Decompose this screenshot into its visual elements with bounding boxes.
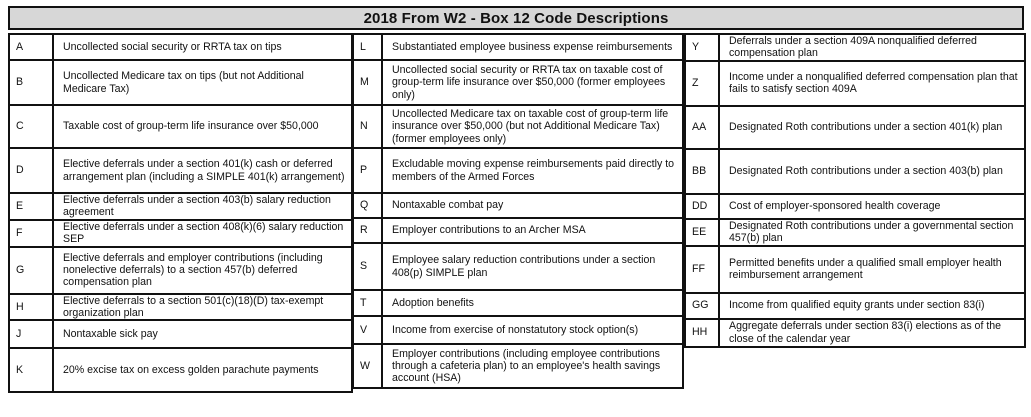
- code-row: [9, 60, 352, 105]
- code-description-cell: [382, 193, 683, 218]
- code-description-cell: [719, 246, 1025, 293]
- code-description: Income from qualified equity grants under section 83(i): [729, 299, 985, 312]
- code-description: Nontaxable sick pay: [63, 328, 158, 341]
- code-description: Income from exercise of nonstatutory stock option(s): [392, 323, 639, 336]
- code-letter: T: [353, 290, 382, 316]
- code-description: Uncollected social security or RRTA tax on taxable cost of group-term life insurance over $50,000 (former employees only): [392, 64, 666, 101]
- code-row: [353, 193, 683, 218]
- code-description: Elective deferrals to a section 501(c)(18)(D) tax-exempt organization plan: [63, 294, 324, 320]
- code-description: Employee salary reduction contributions under a section 408(p) SIMPLE plan: [392, 254, 656, 279]
- code-description: Cost of employer-sponsored health coverage: [729, 200, 941, 213]
- code-description-cell: [53, 348, 352, 392]
- code-row: [685, 246, 1025, 293]
- code-description: Designated Roth contributions under a governmental section 457(b) plan: [729, 219, 1014, 245]
- code-description: Permitted benefits under a qualified small employer health reimbursement arrangement: [729, 256, 1002, 282]
- code-letter: GG: [685, 293, 719, 319]
- code-description-cell: [382, 243, 683, 290]
- code-description-cell: [382, 316, 683, 344]
- code-description-cell: [719, 106, 1025, 149]
- code-row: [353, 290, 683, 316]
- code-description-cell: [53, 294, 352, 321]
- code-description: Deferrals under a section 409A nonqualified deferred compensation plan: [729, 35, 977, 60]
- code-letter: A: [9, 34, 53, 60]
- code-letter: E: [9, 193, 53, 220]
- code-letter: M: [353, 60, 382, 105]
- code-row: [9, 220, 352, 247]
- code-description: Elective deferrals and employer contributions (including nonelective deferrals) to a section 457(b) deferred compensation plan: [63, 251, 323, 289]
- code-description-cell: [382, 34, 683, 60]
- code-row: [353, 60, 683, 105]
- code-letter: J: [9, 320, 53, 348]
- code-row: [9, 148, 352, 193]
- code-row: [685, 34, 1025, 61]
- code-letter: EE: [685, 219, 719, 246]
- code-description-cell: [719, 34, 1025, 61]
- code-letter: S: [353, 243, 382, 290]
- code-row: [9, 320, 352, 348]
- code-row: [353, 316, 683, 344]
- code-description: Elective deferrals under a section 408(k)(6) salary reduction SEP: [63, 220, 344, 246]
- title-bar: [8, 6, 1024, 30]
- code-letter: N: [353, 105, 382, 148]
- code-description-cell: [53, 220, 352, 247]
- code-description-cell: [382, 290, 683, 316]
- code-row: [685, 219, 1025, 246]
- code-letter: K: [9, 348, 53, 392]
- code-description-cell: [382, 105, 683, 148]
- code-description: Excludable moving expense reimbursements paid directly to members of the Armed Forces: [392, 158, 675, 183]
- code-description-cell: [719, 219, 1025, 246]
- code-description-cell: [53, 105, 352, 148]
- code-description-cell: [382, 218, 683, 243]
- code-row: [353, 148, 683, 193]
- code-row: [353, 105, 683, 148]
- code-row: [9, 105, 352, 148]
- code-letter: F: [9, 220, 53, 247]
- code-row: [353, 344, 683, 388]
- code-description: Designated Roth contributions under a section 403(b) plan: [729, 165, 1003, 178]
- code-description-cell: [719, 194, 1025, 219]
- code-letter: P: [353, 148, 382, 193]
- code-description: Substantiated employee business expense reimbursements: [392, 40, 673, 53]
- code-description-cell: [53, 320, 352, 348]
- code-row: [9, 294, 352, 321]
- code-letter: AA: [685, 106, 719, 149]
- code-description-cell: [382, 344, 683, 388]
- code-row: [9, 247, 352, 294]
- code-description: Uncollected Medicare tax on taxable cost of group-term life insurance over $50,000 (but not Additional Medicare Tax) (former employees only): [392, 108, 669, 145]
- code-letter: DD: [685, 194, 719, 219]
- code-letter: L: [353, 34, 382, 60]
- code-description: Uncollected Medicare tax on tips (but not Additional Medicare Tax): [63, 70, 304, 95]
- code-row: [685, 61, 1025, 106]
- code-description: Income under a nonqualified deferred compensation plan that fails to satisfy section 409A: [729, 70, 1018, 96]
- code-row: [9, 34, 352, 60]
- page-title: 2018 From W2 - Box 12 Code Descriptions: [363, 9, 669, 27]
- code-description: Elective deferrals under a section 401(k) cash or deferred arrangement plan (including a SIMPLE 401(k) arrangement): [63, 158, 345, 183]
- code-description-cell: [719, 61, 1025, 106]
- code-description: Employer contributions to an Archer MSA: [392, 224, 586, 237]
- code-description: Elective deferrals under a section 403(b) salary reduction agreement: [63, 194, 331, 219]
- code-description: Adoption benefits: [392, 296, 474, 309]
- code-description: Employer contributions (including employee contributions through a cafeteria plan) to an employee's health savings account (HSA): [392, 347, 661, 385]
- code-column-1: [8, 33, 353, 393]
- code-description: 20% excise tax on excess golden parachute payments: [63, 364, 319, 377]
- code-letter: G: [9, 247, 53, 294]
- code-description-cell: [53, 148, 352, 193]
- code-description-cell: [53, 34, 352, 60]
- code-row: [685, 194, 1025, 219]
- code-description-cell: [719, 149, 1025, 194]
- code-row: [685, 293, 1025, 319]
- code-row: [353, 34, 683, 60]
- code-row: [685, 106, 1025, 149]
- code-letter: Y: [685, 34, 719, 61]
- code-row: [353, 218, 683, 243]
- code-row: [9, 193, 352, 220]
- code-letter: H: [9, 294, 53, 321]
- box12-code-sheet: [8, 6, 1024, 413]
- code-description: Designated Roth contributions under a section 401(k) plan: [729, 121, 1003, 134]
- code-letter: Z: [685, 61, 719, 106]
- code-column-2: [352, 33, 684, 389]
- code-description-cell: [382, 60, 683, 105]
- code-description-cell: [719, 319, 1025, 347]
- code-description-cell: [53, 247, 352, 294]
- code-description: Aggregate deferrals under section 83(i) elections as of the close of the calendar year: [729, 320, 1002, 345]
- code-letter: FF: [685, 246, 719, 293]
- code-description: Taxable cost of group-term life insurance over $50,000: [63, 120, 319, 133]
- code-description-cell: [719, 293, 1025, 319]
- code-description-cell: [382, 148, 683, 193]
- code-description: Nontaxable combat pay: [392, 199, 504, 212]
- code-description-cell: [53, 60, 352, 105]
- code-column-3: [684, 33, 1026, 348]
- code-letter: D: [9, 148, 53, 193]
- code-letter: BB: [685, 149, 719, 194]
- code-row: [353, 243, 683, 290]
- code-letter: HH: [685, 319, 719, 347]
- code-description: Uncollected social security or RRTA tax on tips: [63, 40, 282, 53]
- code-letter: V: [353, 316, 382, 344]
- code-row: [685, 319, 1025, 347]
- code-letter: B: [9, 60, 53, 105]
- code-description-cell: [53, 193, 352, 220]
- code-letter: R: [353, 218, 382, 243]
- code-row: [685, 149, 1025, 194]
- code-row: [9, 348, 352, 392]
- code-letter: Q: [353, 193, 382, 218]
- code-letter: C: [9, 105, 53, 148]
- code-letter: W: [353, 344, 382, 388]
